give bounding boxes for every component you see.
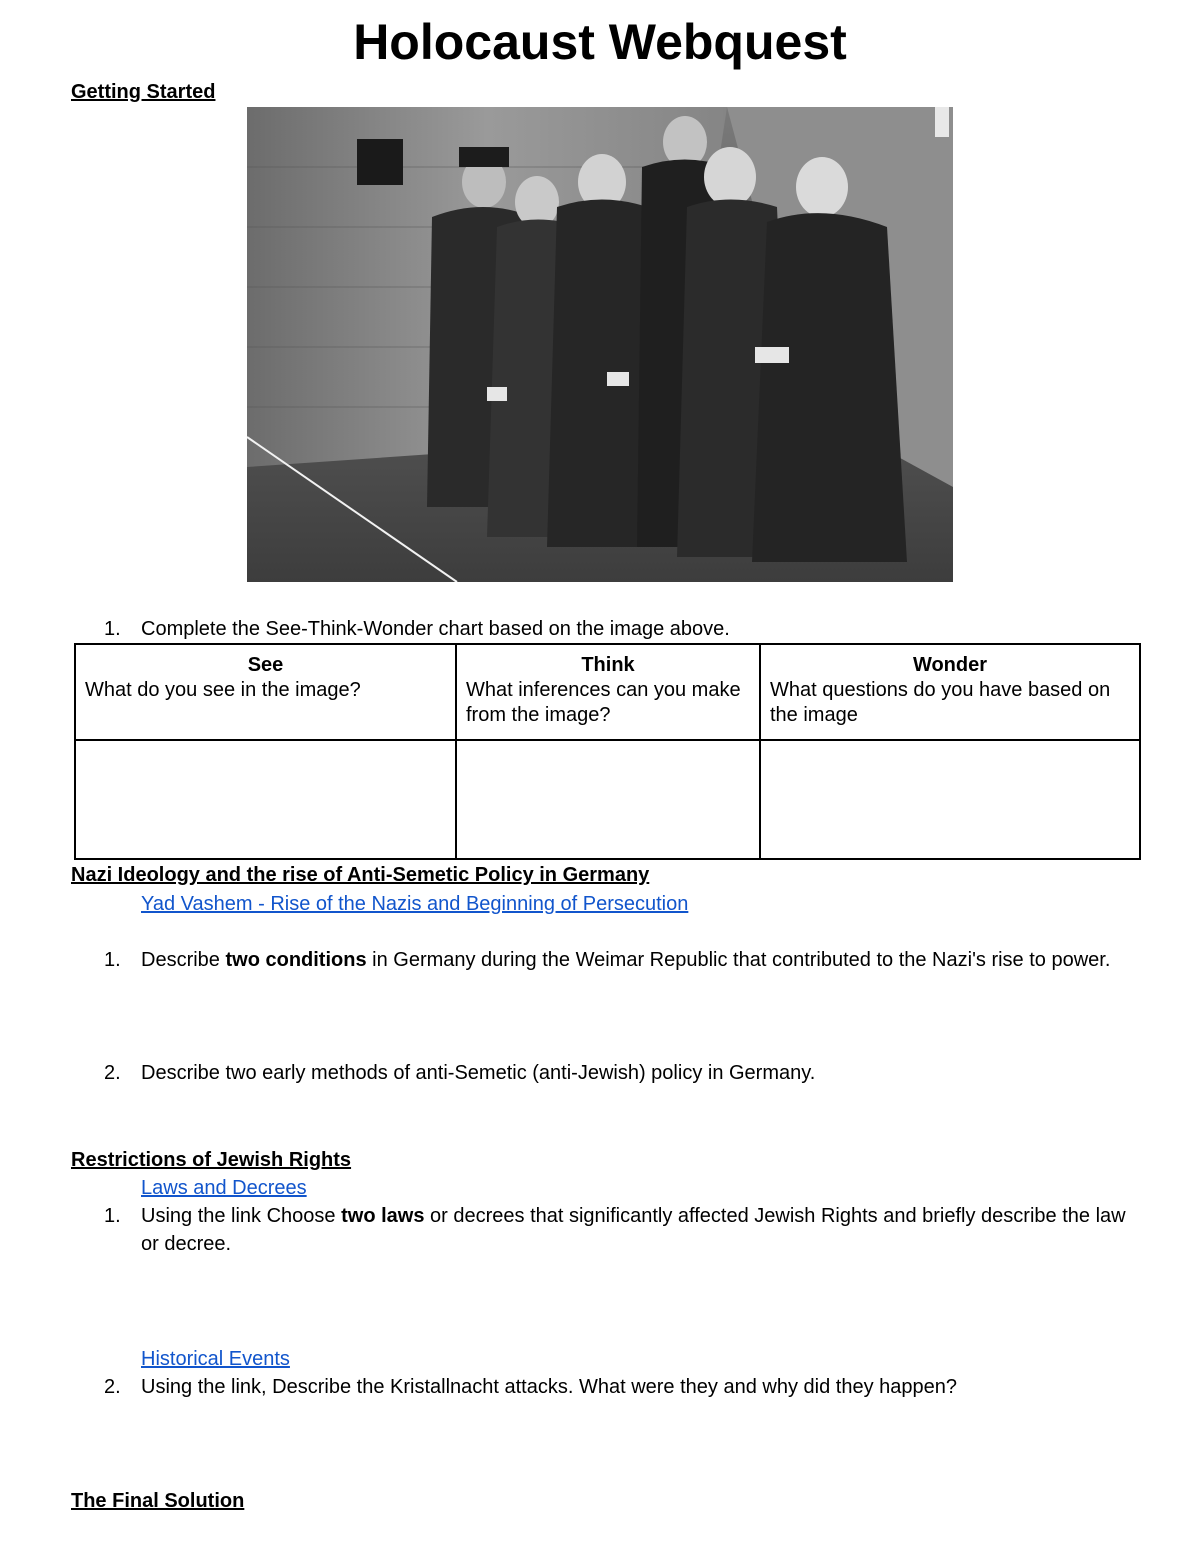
- see-prompt: What do you see in the image?: [85, 679, 361, 701]
- see-answer-cell[interactable]: [75, 740, 456, 859]
- page-title: Holocaust Webquest: [353, 14, 847, 70]
- question-number: 2.: [104, 1062, 121, 1084]
- question-text: Using the link, Describe the Kristallnacht attacks. What were they and why did they happen?: [141, 1376, 957, 1398]
- historical-events-link[interactable]: Historical Events: [141, 1348, 290, 1370]
- heading-nazi-ideology: Nazi Ideology and the rise of Anti-Semetic Policy in Germany: [71, 864, 650, 886]
- question-number: 1.: [104, 1205, 121, 1227]
- wonder-prompt: What questions do you have based on the image: [770, 679, 1111, 726]
- question-number: 1.: [104, 618, 121, 640]
- heading-getting-started: Getting Started: [71, 81, 216, 103]
- question-text: Using the link Choose two laws or decrees that significantly affected Jewish Rights and briefly describe the law or decree.: [141, 1205, 1126, 1255]
- question-number: 2.: [104, 1376, 121, 1398]
- wonder-title: Wonder: [912, 654, 988, 676]
- question-number: 1.: [104, 949, 121, 971]
- see-header-cell: [75, 644, 456, 740]
- question-text: Complete the See-Think-Wonder chart based on the image above.: [141, 618, 730, 640]
- laws-and-decrees-link[interactable]: Laws and Decrees: [141, 1177, 307, 1199]
- think-title: Think: [581, 654, 635, 676]
- heading-final-solution: The Final Solution: [71, 1490, 245, 1512]
- heading-restrictions: Restrictions of Jewish Rights: [71, 1149, 352, 1171]
- wonder-answer-cell[interactable]: [760, 740, 1140, 859]
- question-text: Describe two conditions in Germany during the Weimar Republic that contributed to the Nazi's rise to power.: [141, 949, 1111, 971]
- wonder-header-cell: [760, 644, 1140, 740]
- see-title: See: [247, 654, 284, 676]
- see-think-wonder-table: [74, 643, 1141, 860]
- think-answer-cell[interactable]: [456, 740, 760, 859]
- historical-photo: [247, 107, 953, 582]
- think-prompt: What inferences can you make from the image?: [466, 679, 741, 726]
- think-header-cell: [456, 644, 760, 740]
- yad-vashem-link[interactable]: Yad Vashem - Rise of the Nazis and Beginning of Persecution: [141, 893, 689, 915]
- question-text: Describe two early methods of anti-Semetic (anti-Jewish) policy in Germany.: [141, 1062, 816, 1084]
